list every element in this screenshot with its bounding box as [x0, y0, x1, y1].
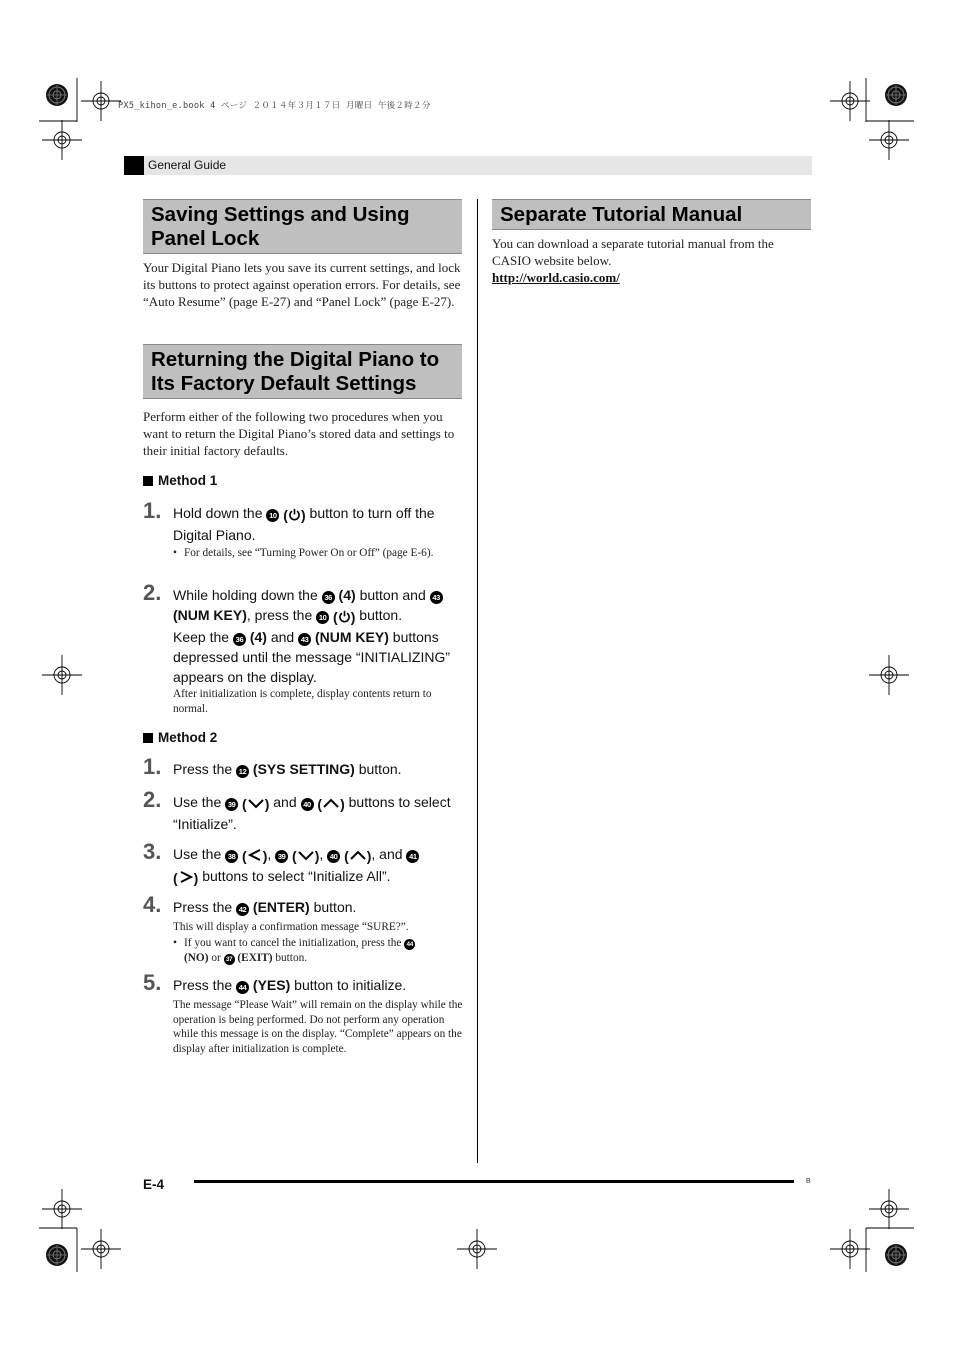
step-note: The message “Please Wait” will remain on the display while the operation is being performed. Do not perform any operation while this message is on the display. “Complete” appears on the display after initialization is complete. — [173, 999, 463, 1055]
heading-line: Panel Lock — [151, 227, 260, 250]
tutorial-body: You can download a separate tutorial manual from the CASIO website below. — [492, 236, 774, 268]
footer-rule — [194, 1180, 794, 1183]
button-number-icon: 10 — [316, 611, 329, 624]
running-header — [124, 156, 812, 175]
up-arrow-icon: ( ) — [344, 848, 372, 864]
method-label: Method 2 — [158, 730, 218, 745]
button-number-icon: 39 — [225, 798, 238, 811]
heading-line: Saving Settings and Using — [151, 203, 410, 226]
square-bullet-icon — [143, 733, 153, 743]
button-number-icon: 36 — [233, 633, 246, 646]
button-number-icon: 40 — [327, 850, 340, 863]
method-label: Method 1 — [158, 473, 218, 488]
button-number-icon: 37 — [224, 954, 235, 965]
button-number-icon: 40 — [301, 798, 314, 811]
up-arrow-icon: ( ) — [317, 796, 345, 812]
button-number-icon: 39 — [275, 850, 288, 863]
section-heading-returning — [143, 344, 462, 399]
button-number-icon: 36 — [322, 591, 335, 604]
step-number: 1. — [143, 498, 162, 523]
button-number-icon: 43 — [298, 633, 311, 646]
step-text: Press the 44 (YES) button to initialize. — [173, 977, 407, 993]
step-note: This will display a confirmation message “SURE?”. — [173, 921, 409, 933]
section-heading-tutorial — [492, 199, 811, 230]
step-note: After initialization is complete, display contents return to normal. — [173, 688, 432, 715]
button-number-icon: 41 — [406, 850, 419, 863]
step-text: Press the 42 (ENTER) button. — [173, 899, 357, 915]
page-number: E-4 — [143, 1177, 165, 1192]
button-number-icon: 42 — [236, 903, 249, 916]
button-number-icon: 10 — [266, 509, 279, 522]
method1-heading — [143, 473, 217, 488]
step-number: 2. — [143, 580, 162, 605]
step-number: 3. — [143, 839, 162, 864]
bullet-note: • If you want to cancel the initialization, press the 44 (NO) or 37 (EXIT) button. — [173, 936, 465, 965]
heading-line: Separate Tutorial Manual — [500, 203, 743, 226]
step-text: Use the 39 ( ) and 40 ( ) buttons to select “Initialize”. — [173, 794, 451, 832]
section-heading-saving — [143, 199, 462, 254]
button-number-icon: 38 — [225, 850, 238, 863]
running-header-text: General Guide — [148, 158, 227, 172]
button-number-icon: 43 — [430, 591, 443, 604]
footer-mark: B — [806, 1178, 811, 1185]
button-number-icon: 44 — [404, 939, 415, 950]
power-icon: ( ) — [333, 609, 356, 625]
left-arrow-icon: ( ) — [242, 848, 268, 864]
step-number: 4. — [143, 892, 162, 917]
method2-heading — [143, 730, 217, 745]
saving-body: Your Digital Piano lets you save its current settings, and lock its buttons to protect against operation errors. For details, see “Auto Resume” (page E-27) and “Panel Lock” (page E-27). — [143, 260, 461, 309]
step-text: While holding down the 36 (4) button and 43 (NUM KEY), press the 10 ( ) button. Keep the 36 (4) and 43 (NUM KEY) buttons depressed until the message “INITIALIZING” appears on the display. — [173, 587, 450, 685]
bullet-note: • For details, see “Turning Power On or Off” (page E-6). — [173, 546, 465, 561]
step-number: 1. — [143, 754, 162, 779]
down-arrow-icon: ( ) — [292, 848, 320, 864]
print-info-line: PX5_kihon_e.book 4 ページ ２０１４年３月１７日 月曜日 午後２時２分 — [118, 101, 431, 111]
step-number: 2. — [143, 787, 162, 812]
casio-website-link[interactable]: http://world.casio.com/ — [492, 270, 620, 285]
column-divider — [477, 199, 478, 1163]
right-arrow-icon: ( ) — [173, 870, 199, 886]
step-text: Use the 38 ( ), 39 ( ), 40 ( ), and 41 ( ) buttons to select “Initialize All”. — [173, 844, 465, 888]
header-block — [124, 156, 144, 175]
step-number: 5. — [143, 970, 162, 995]
step-text: Press the 12 (SYS SETTING) button. — [173, 761, 402, 777]
heading-line: Its Factory Default Settings — [151, 372, 417, 395]
button-number-icon: 12 — [236, 765, 249, 778]
returning-body: Perform either of the following two procedures when you want to return the Digital Piano’s stored data and settings to their initial factory defaults. — [143, 409, 455, 458]
down-arrow-icon: ( ) — [242, 796, 270, 812]
button-number-icon: 44 — [236, 981, 249, 994]
power-icon: ( ) — [283, 507, 306, 523]
heading-line: Returning the Digital Piano to — [151, 348, 440, 371]
square-bullet-icon — [143, 476, 153, 486]
step-text: Hold down the 10 ( ) button to turn off the Digital Piano. — [173, 505, 435, 543]
